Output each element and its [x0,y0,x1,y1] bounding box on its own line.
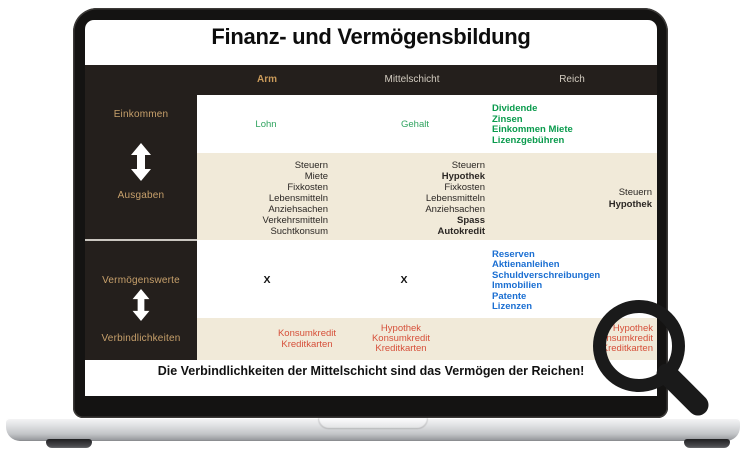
sidebar-income-expenses [85,95,197,239]
list-item: Lizenzgebühren [492,134,565,146]
laptop-base-notch [319,418,427,429]
list-item: Reserven [492,249,535,260]
column-header-reich: Reich [559,74,585,85]
list-item: Hypothek [441,171,485,182]
laptop-screen [73,8,668,418]
list-item: Steuern [618,187,652,198]
list-item: Schuldverschreibungen [492,269,601,281]
list-item: Steuern [451,160,485,171]
list-item: Zinsen [492,113,523,125]
list-item: Verkehrsmitteln [262,215,328,226]
list-item: Lebensmitteln [425,193,485,204]
liabilities-cell-mittelschicht [372,324,430,354]
list-item: Anziehsachen [425,204,485,215]
laptop-foot-right [684,439,730,448]
footer-note: Die Verbindlichkeiten der Mittelschicht sind das Vermögen der Reichen! [157,364,585,378]
infographic-table [85,20,657,396]
sidebar-assets-liabilities [85,241,197,360]
list-item: Hypothek [380,323,422,334]
list-item: Hypothek [612,323,653,334]
row-label-assets: Vermögenswerte [102,275,180,286]
list-item: Anziehsachen [268,204,328,215]
list-item: Dividende [492,103,538,114]
list-item: Suchtkonsum [270,226,328,237]
list-item: Hypothek [608,198,652,210]
income-cell-mittelschicht: Gehalt [401,119,429,130]
laptop-foot-left [46,439,92,448]
magnifier-icon [586,293,718,425]
list-item: Konsumkredit [371,333,431,344]
expenses-cell-arm [263,160,328,237]
list-item: Konsumkredit [594,333,653,344]
list-item: Spass [457,215,485,226]
list-item: Miete [304,171,328,182]
column-header-arm: Arm [256,74,278,85]
list-item: Einkommen Miete [492,124,573,136]
list-item: Kreditkarten [375,343,427,354]
list-item: Konsumkredit [277,328,337,339]
list-item: Kreditkarten [281,338,333,350]
page-title: Finanz- und Vermögensbildung [211,24,531,49]
column-header-bar [85,65,657,95]
list-item: Patente [492,290,527,302]
assets-cell-arm: X [263,274,271,286]
assets-cell-mittelschicht: X [400,274,408,286]
list-item: Immobilien [492,280,543,292]
updown-arrow-icon [131,289,151,321]
row-label-liabilities: Verbindlichkeiten [101,333,181,344]
income-cell-arm: Lohn [255,119,277,130]
list-item: Kreditkarten [601,343,653,354]
list-item: Lebensmitteln [268,193,328,204]
list-item: Autokredit [437,226,485,237]
income-cell-reich [492,104,573,146]
column-header-mittelschicht: Mittelschicht [384,74,440,85]
row-label-income: Einkommen [113,109,169,120]
list-item: Fixkosten [287,182,328,193]
row-label-expenses: Ausgaben [117,190,165,201]
expenses-cell-mittelschicht [425,160,485,237]
liabilities-cell-arm [278,329,336,351]
list-item: Fixkosten [444,182,485,193]
list-item: Steuern [294,160,328,171]
assets-cell-reich [492,250,600,312]
list-item: Lizenzen [492,301,533,313]
updown-arrow-icon [130,143,152,181]
expenses-cell-reich [609,187,652,210]
list-item: Aktienanleihen [492,259,560,271]
